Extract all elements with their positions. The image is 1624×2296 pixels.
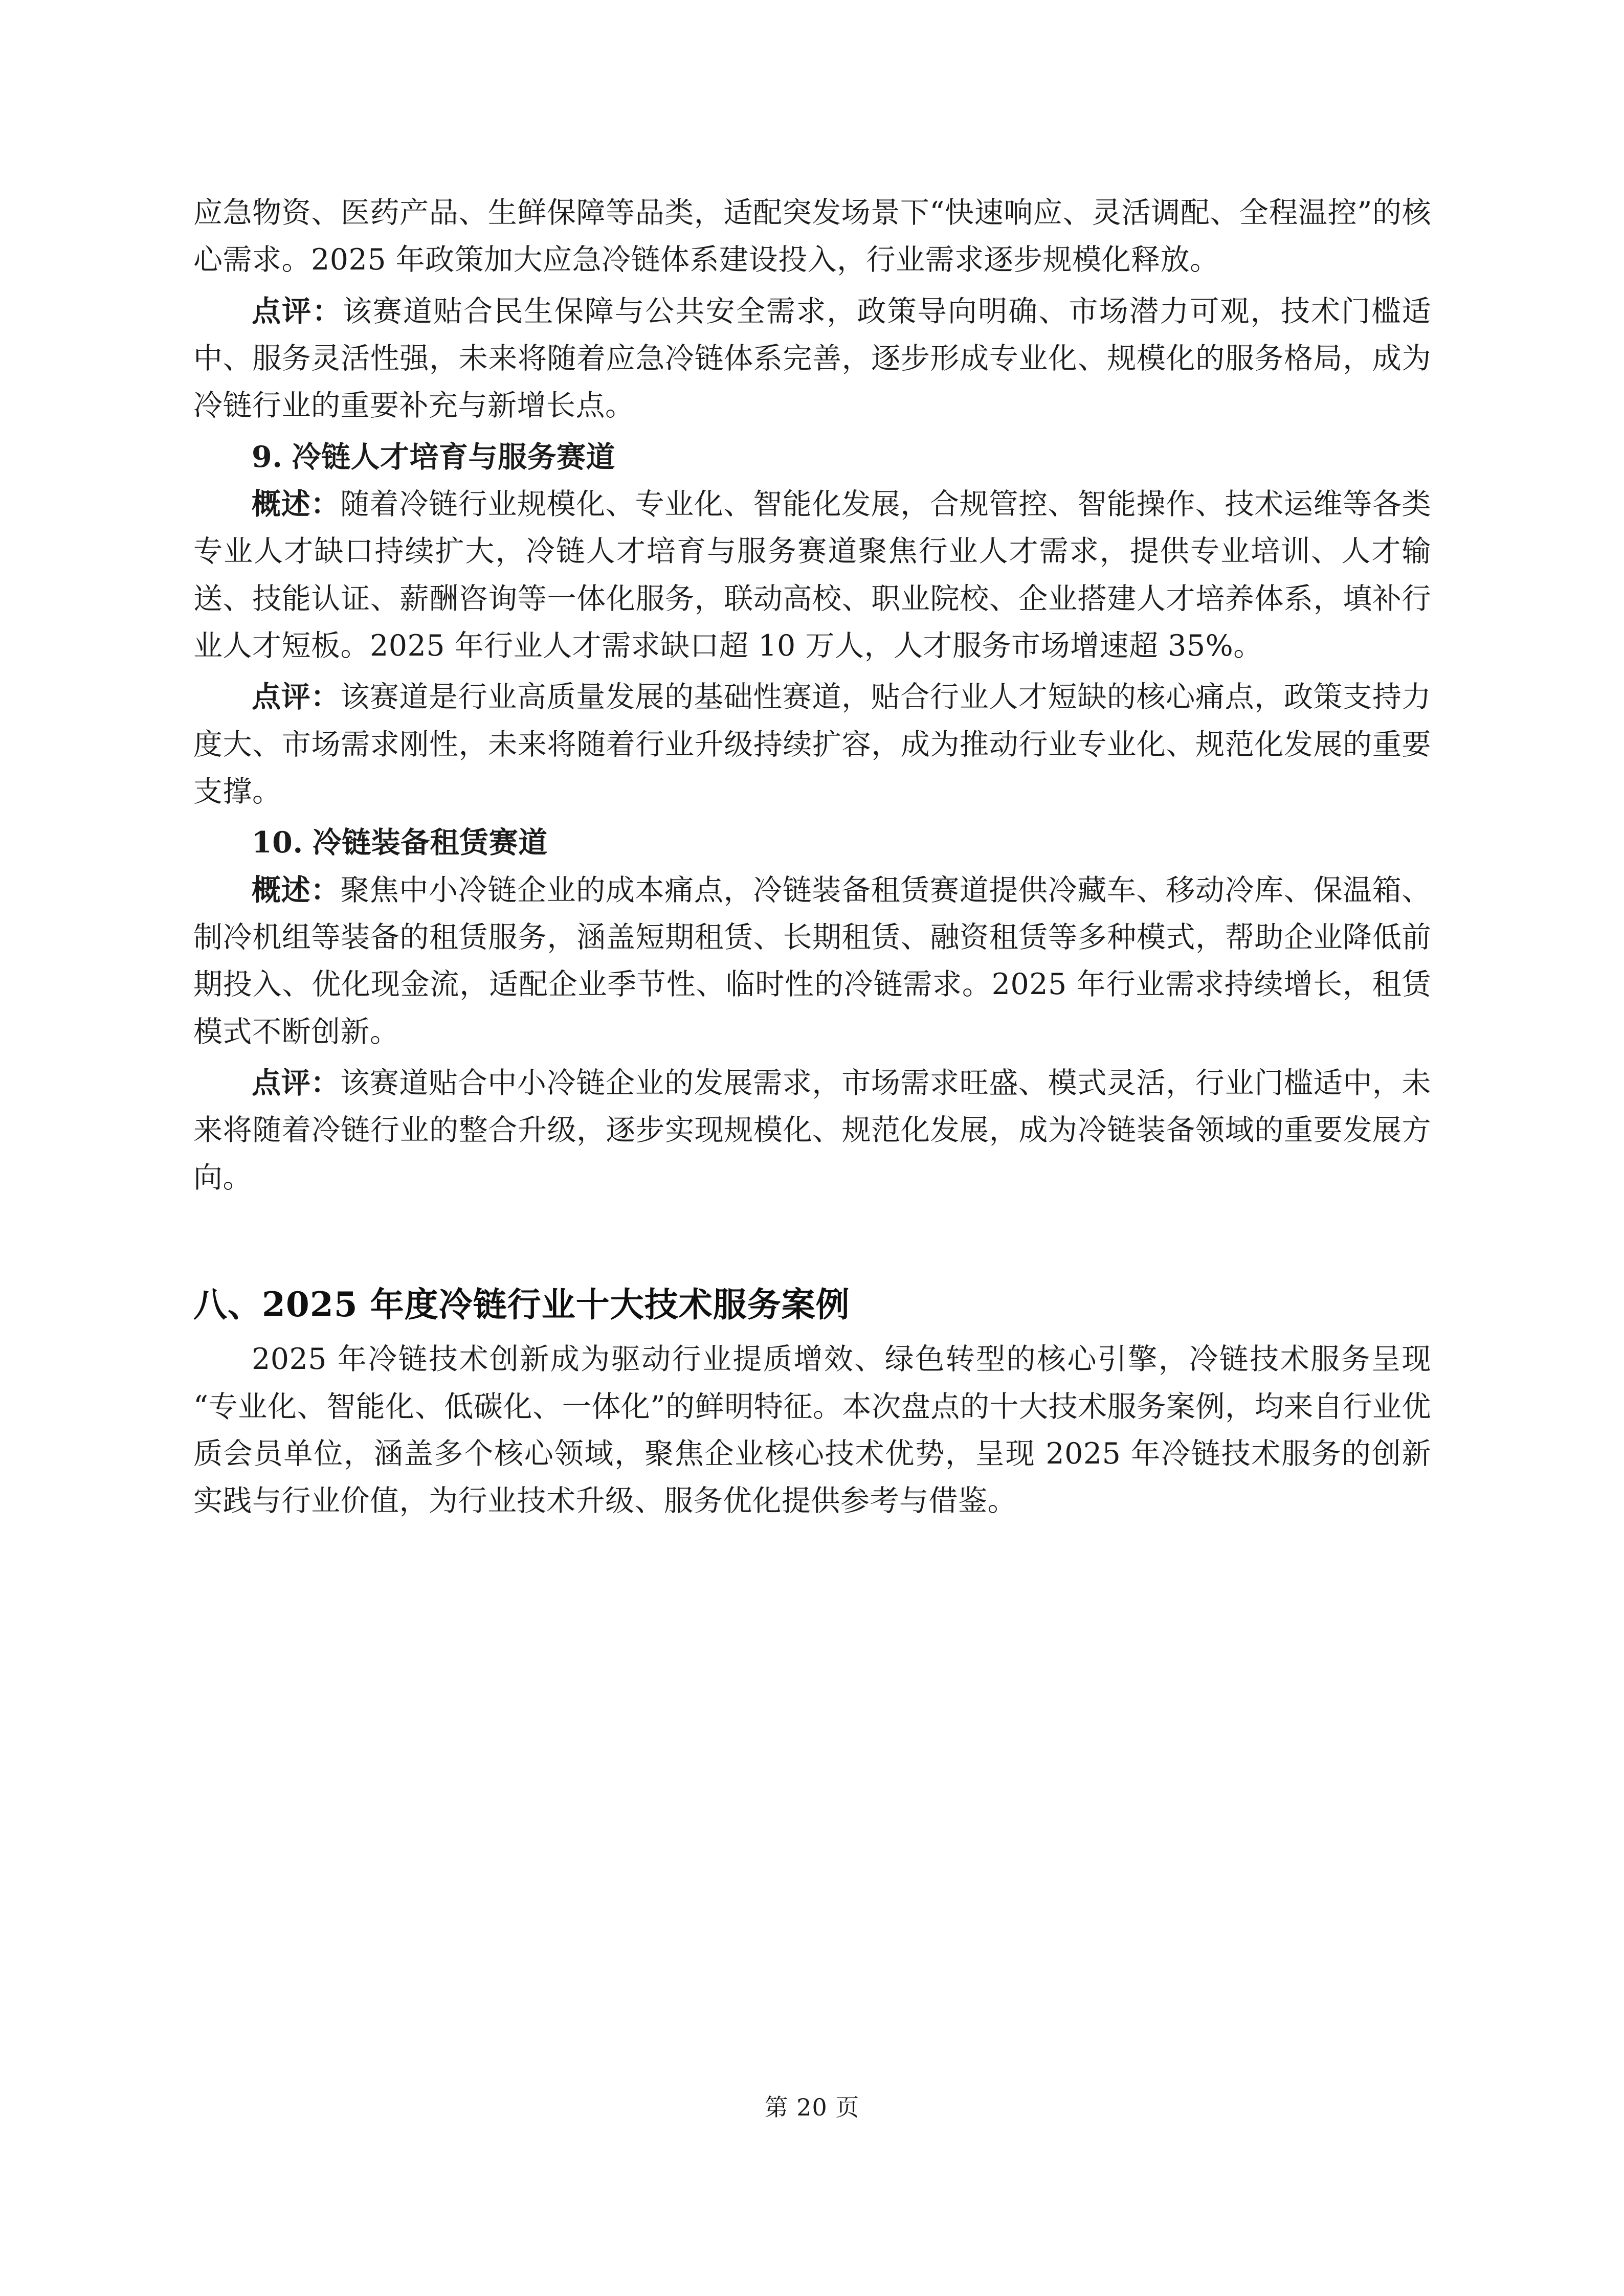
paragraph-section-eight-intro: 2025 年冷链技术创新成为驱动行业提质增效、绿色转型的核心引擎，冷链技术服务呈现“专业化、智能化、低碳化、一体化”的鲜明特征。本次盘点的十大技术服务案例，均来自行业优质会员单位，涵盖多个核心领域，聚焦企业核心技术优势，呈现 2025 年冷链技术服务的创新实践与行业价值，为行业技术升级、服务优化提供参考与借鉴。 — [193, 1342, 1431, 1518]
heading-text: 冷链装备租赁赛道 — [312, 825, 548, 860]
paragraph-emergency-comment — [193, 288, 1431, 430]
paragraph-text: 该赛道是行业高质量发展的基础性赛道，贴合行业人才短缺的核心痛点，政策支持力度大、市场需求刚性，未来将随着行业升级持续扩容，成为推动行业专业化、规范化发展的重要支撑。 — [193, 680, 1432, 808]
paragraph-lead-label: 点评： — [252, 1065, 340, 1100]
paragraph-talent-comment — [193, 673, 1431, 815]
page-content — [193, 189, 1431, 1525]
paragraph-text: 随着冷链行业规模化、专业化、智能化发展，合规管控、智能操作、技术运维等各类专业人才缺口持续扩大，冷链人才培育与服务赛道聚焦行业人才需求，提供专业培训、人才输送、技能认证、薪酬咨询等一体化服务，联动高校、职业院校、企业搭建人才培养体系，填补行业人才短板。2025 年行业人才需求缺口超 10 万人，人才服务市场增速超 35%。 — [193, 487, 1432, 663]
spacer — [193, 1332, 1431, 1336]
heading-number: 9. — [252, 439, 283, 474]
heading-number: 10. — [252, 825, 303, 860]
page-number: 第 20 页 — [764, 2094, 860, 2121]
paragraph-leasing-overview — [193, 867, 1431, 1055]
paragraph-lead-label: 概述： — [252, 872, 340, 907]
paragraph-leasing-comment — [193, 1060, 1431, 1201]
paragraph-lead-label: 点评： — [252, 294, 343, 328]
paragraph-emergency-continued: 应急物资、医药产品、生鲜保障等品类，适配突发场景下“快速响应、灵活调配、全程温控”的核心需求。2025 年政策加大应急冷链体系建设投入，行业需求逐步规模化释放。 — [193, 196, 1431, 277]
section-title-eight: 八、2025 年度冷链行业十大技术服务案例 — [193, 1284, 850, 1324]
spacer — [193, 815, 1431, 819]
paragraph-lead-label: 概述： — [252, 486, 340, 521]
section-spacer — [193, 1201, 1431, 1278]
page-footer — [0, 2089, 1624, 2123]
heading-text: 冷链人才培育与服务赛道 — [292, 439, 616, 474]
spacer — [193, 284, 1431, 288]
heading-item-9 — [193, 434, 1431, 481]
paragraph-text: 该赛道贴合中小冷链企业的发展需求，市场需求旺盛、模式灵活，行业门槛适中，未来将随着冷链行业的整合升级，逐步实现规模化、规范化发展，成为冷链装备领域的重要发展方向。 — [193, 1066, 1432, 1195]
paragraph-text: 聚焦中小冷链企业的成本痛点，冷链装备租赁赛道提供冷藏车、移动冷库、保温箱、制冷机组等装备的租赁服务，涵盖短期租赁、长期租赁、融资租赁等多种模式，帮助企业降低前期投入、优化现金流，适配企业季节性、临时性的冷链需求。2025 年行业需求持续增长，租赁模式不断创新。 — [193, 873, 1432, 1049]
heading-item-10 — [193, 819, 1431, 866]
paragraph-talent-overview — [193, 481, 1431, 669]
spacer — [193, 1055, 1431, 1060]
paragraph-lead-label: 点评： — [252, 680, 340, 714]
paragraph-text: 该赛道贴合民生保障与公共安全需求，政策导向明确、市场潜力可观，技术门槛适中、服务灵活性强，未来将随着应急冷链体系完善，逐步形成专业化、规模化的服务格局，成为冷链行业的重要补充与新增长点。 — [193, 294, 1431, 423]
spacer — [193, 430, 1431, 434]
spacer — [193, 669, 1431, 673]
